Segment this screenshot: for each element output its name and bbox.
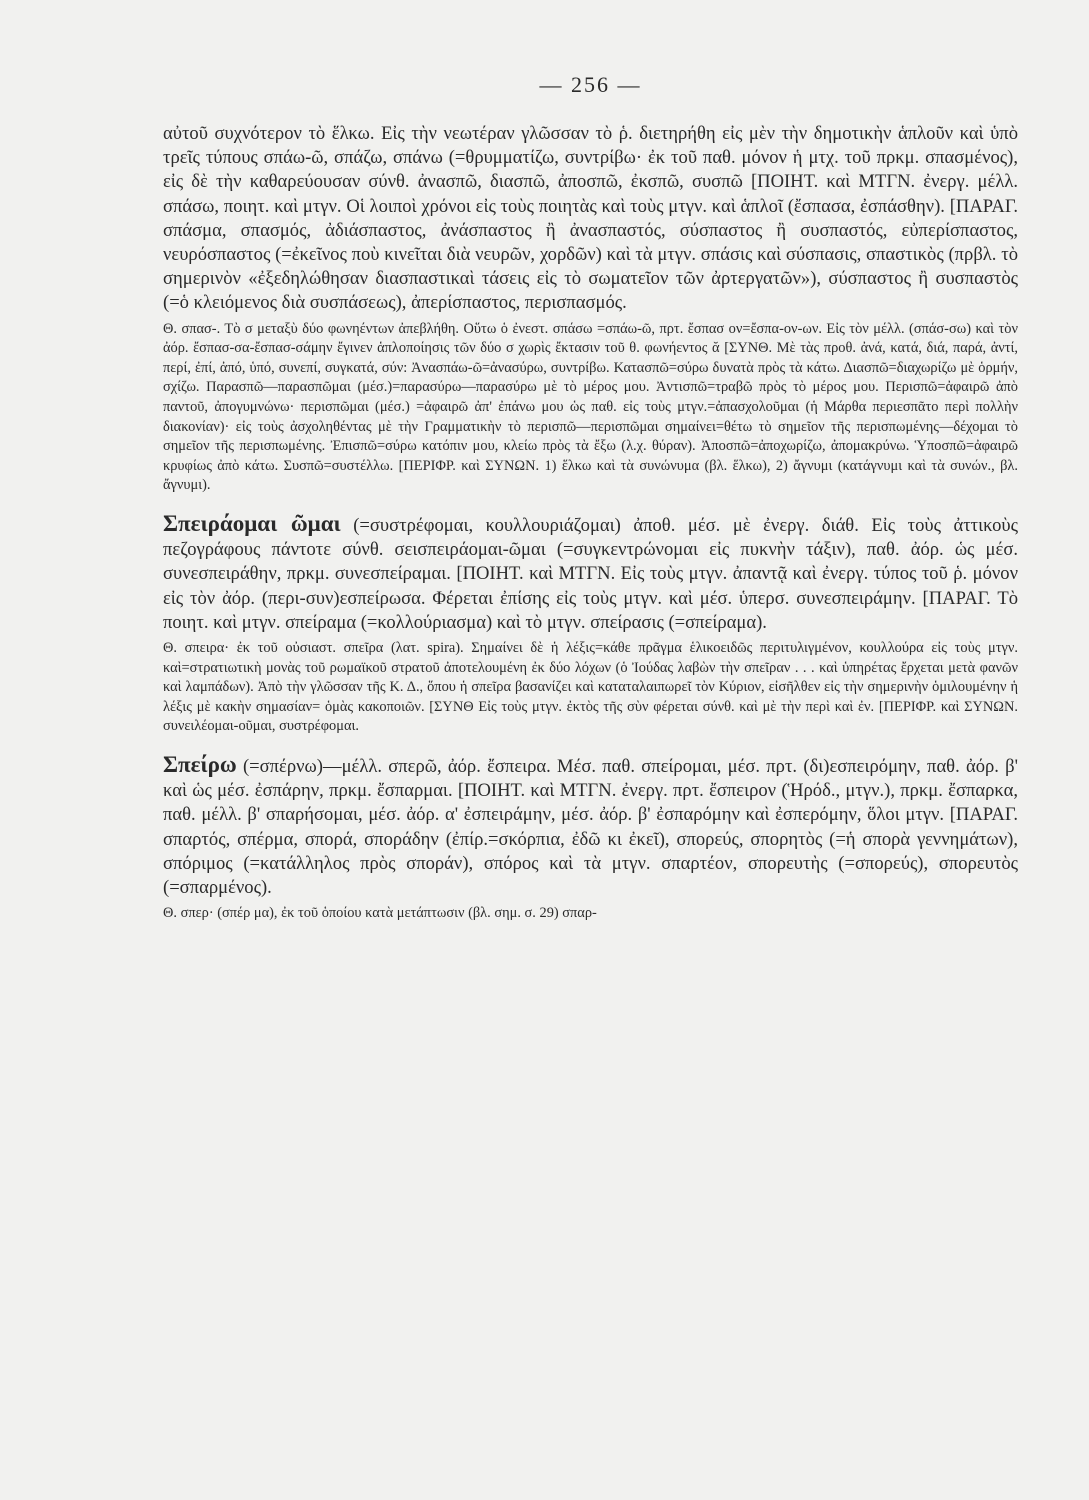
entry-body: (=συστρέφομαι, κουλλουριάζομαι) ἀποθ. μέσ. μὲ ἐνεργ. διάθ. Εἰς τοὺς ἀττικοὺς πεζογράφους πάντοτε σύνθ. σεισπειράομαι-ῶμαι (=συγκεντρώνομαι εἰς πυκνὴν τάξιν), παθ. ἀόρ. ὡς μέσ. συνεσπειράθην, πρκμ. συνεσπείραμαι. [ΠΟΙΗΤ. καὶ ΜΤΓΝ. Εἰς τοὺς μτγν. ἀπαντᾷ καὶ ἐνεργ. τύπος τοῦ ῥ. μόνον εἰς τὸν ἀόρ. (περι-συν)εσπείρωσα. Φέρεται ἐπίσης εἰς τοὺς μτγν. καὶ μέσ. ὑπερσ. συνεσπειράμην. [ΠΑΡΑΓ. Τὸ ποιητ. καὶ μτγν. σπείραμα (=κολλούριασμα) καὶ τὸ μτγν. σπείρασις (=σπείραμα). bbox=[163, 514, 1018, 633]
etymology-note: Θ. σπειρα· ἐκ τοῦ οὐσιαστ. σπεῖρα (λατ. spira). Σημαίνει δὲ ἡ λέξις=κάθε πρᾶγμα ἑλικοειδῶς περιτυλιγμένον, κουλλούρα εἰς τοὺς μτγν. καὶ=στρατιωτικὴ μονὰς τοῦ ρωμαϊκοῦ στρατοῦ ἀποτελουμένη ἐκ δύο λόχων (ὁ Ἰούδας λαβὼν τὴν σπεῖραν . . . καὶ ὑπηρέτας ἔρχεται μετὰ φανῶν καὶ λαμπάδων). Ἀπὸ τὴν γλῶσσαν τῆς Κ. Δ., ὅπου ἡ σπεῖρα βασανίζει καὶ καταταλαιπωρεῖ τὸν Κύριον, εἰσῆλθεν εἰς τὴν σημερινὴν ὁμιλουμένην ἡ λέξις μὲ κακὴν σημασίαν= ὁμὰς κακοποιῶν. [ΣΥΝΘ Εἰς τοὺς μτγν. ἐκτὸς τῆς σὺν φέρεται σύνθ. καὶ μὲ τὴν περὶ καὶ ἐν. [ΠΕΡΙΦΡ. καὶ ΣΥΝΩΝ. συνειλέομαι-οῦμαι, συστρέφομαι. bbox=[163, 639, 1018, 735]
dictionary-page bbox=[163, 72, 1018, 1472]
headword: Σπείρω bbox=[163, 751, 237, 777]
headword: Σπειράομαι ῶμαι bbox=[163, 510, 341, 536]
body-paragraph-1: αὐτοῦ συχνότερον τὸ ἕλκω. Εἰς τὴν νεωτέραν γλῶσσαν τὸ ῥ. διετηρήθη εἰς μὲν τὴν δημοτικὴν ἁπλοῦν καὶ ὑπὸ τρεῖς τύπους σπάω-ῶ, σπάζω, σπάνω (=θρυμματίζω, συντρίβω· ἐκ τοῦ παθ. μόνον ἡ μτχ. τοῦ πρκμ. σπασμένος), εἰς δὲ τὴν καθαρεύουσαν σύνθ. ἀνασπῶ, διασπῶ, ἀποσπῶ, ἐκσπῶ, συσπῶ [ΠΟΙΗΤ. καὶ ΜΤΓΝ. ἐνεργ. μέλλ. σπάσω, ποιητ. καὶ μτγν. Οἱ λοιποὶ χρόνοι εἰς τοὺς ποιητὰς καὶ τοὺς μτγν. καὶ ἁπλοῖ (ἔσπασα, ἐσπάσθην). [ΠΑΡΑΓ. σπάσμα, σπασμός, ἀδιάσπαστος, ἀνάσπαστος ἢ ἀνασπαστός, σύσπαστος ἢ συσπαστός, εὐπερίσπαστος, νευρόσπαστος (=ἐκεῖνος ποὺ κινεῖται διὰ νευρῶν, χορδῶν) καὶ τὰ μτγν. σπάσις καὶ σύσπασις, σπαστικὸς (πρβλ. τὸ σημερινὸν «ἐξεδηλώθησαν διασπαστικαὶ τάσεις εἰς τὸ σωματεῖον τῶν ἀρτεργατῶν»), σύσπαστος ἢ συσπαστὸς (=ὁ κλειόμενος διὰ συσπάσεως), ἀπερίσπαστος, περισπασμός. bbox=[163, 123, 1018, 314]
etymology-note-1: Θ. σπασ-. Τὸ σ μεταξὺ δύο φωνηέντων ἀπεβλήθη. Οὕτω ὁ ἐνεστ. σπάσω =σπάω-ῶ, πρτ. ἔσπασ ον=ἔσπα-ον-ων. Εἰς τὸν μέλλ. (σπάσ-σω) καὶ τὸν ἀόρ. ἔσπασ-σα-ἔσπασ-σάμην ἔγινεν ἁπλοποίησις τῶν δύο σ χωρὶς ἔκτασιν τοῦ θ. φωνήεντος ᾰ [ΣΥΝΘ. Μὲ τὰς προθ. ἀνά, κατά, διά, παρά, ἀντί, περί, ἐπί, ἀπό, ὑπό, συνεπί, συγκατά, σύν: Ἀνασπάω-ῶ=ἀνασύρω, συντρίβω. Κατασπῶ=σύρω δυνατὰ πρὸς τὰ κάτω. Διασπῶ=διαχωρίζω μὲ ὁρμήν, σχίζω. Παρασπῶ—παρασπῶμαι (μέσ.)=παρασύρω—παρασύρω μὲ τὸ μέρος μου. Ἀντισπῶ=τραβῶ πρὸς τὸ μέρος μου. Περισπῶ=ἀφαιρῶ ἀπὸ παντοῦ, ἀπογυμνώνω· περισπῶμαι (μέσ.) =ἀφαιρῶ ἀπ' ἐπάνω μου ὡς παθ. εἰς τοὺς μτγν.=ἀπασχολοῦμαι (ἡ Μάρθα περιεσπᾶτο περὶ πολλὴν διακονίαν)· εἰς τοὺς ἀσχοληθέντας μὲ τὴν Γραμματικὴν τὸ περισπῶ—περισπῶμαι σημαίνει=θέτω τὸ σημεῖον τῆς περισπωμένης—δέχομαι τὸ σημεῖον τῆς περισπωμένης. Ἐπισπῶ=σύρω κατόπιν μου, κλείω πρὸς τὰ ἔξω (λ.χ. θύραν). Ἀποσπῶ=ἀποχωρίζω, ἀπομακρύνω. Ὑποσπῶ=ἀφαιρῶ κρυφίως ἀπὸ κάτω. Συσπῶ=συστέλλω. [ΠΕΡΙΦΡ. καὶ ΣΥΝΩΝ. 1) ἕλκω καὶ τὰ συνώνυμα (βλ. ἕλκω), 2) ἄγνυμι (κατάγνυμι καὶ τὰ συνών., βλ. ἄγνυμι). bbox=[163, 320, 1018, 494]
page-number: — 256 — bbox=[539, 72, 642, 97]
etymology-note: Θ. σπερ· (σπέρ μα), ἐκ τοῦ ὁποίου κατὰ μετάπτωσιν (βλ. σημ. σ. 29) σπαρ- bbox=[163, 905, 597, 922]
dictionary-entry-speiro bbox=[163, 753, 1018, 924]
entry-body: (=σπέρνω)—μέλλ. σπερῶ, ἀόρ. ἔσπειρα. Μέσ. παθ. σπείρομαι, μέσ. πρτ. (δι)εσπειρόμην, παθ. ἀόρ. β' καὶ ὡς μέσ. ἐσπάρην, πρκμ. ἔσπαρμαι. [ΠΟΙΗΤ. καὶ ΜΤΓΝ. ἐνεργ. πρτ. ἔσπειρον (Ἡρόδ., μτγν.), πρκμ. ἔσπαρκα, παθ. μέλλ. β' σπαρήσομαι, μέσ. ἀόρ. α' ἐσπειράμην, μέσ. ἀόρ. β' ἐσπαρόμην καὶ ἐσπερόμην, ὅλοι μτγν. [ΠΑΡΑΓ. σπαρτός, σπέρμα, σπορά, σποράδην (ἐπίρ.=σκόρπια, ἐδῶ κι ἐκεῖ), σπορεύς, σπορητὸς (=ἡ σπορὰ γεννημάτων), σπόριμος (=κατάλληλος πρὸς σποράν), σπόρος καὶ τὰ μτγν. σπαρτέον, σπορευτὴς (=σπορεύς), σπορευτὸς (=σπαρμένος). bbox=[163, 755, 1018, 898]
dictionary-entry-speiraomai bbox=[163, 512, 1018, 737]
